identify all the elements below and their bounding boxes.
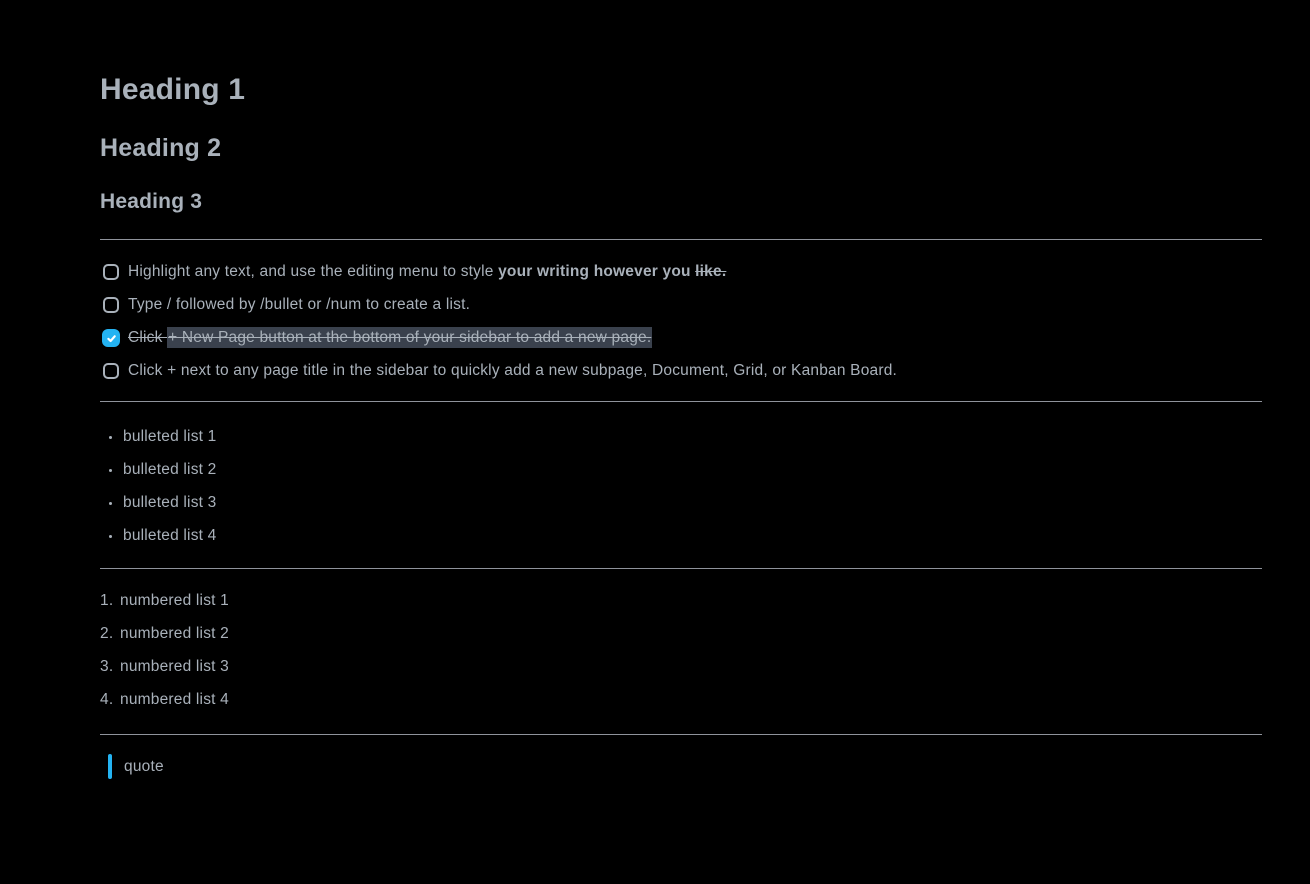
divider [100, 734, 1262, 735]
numbered-list-text: numbered list 3 [120, 658, 229, 676]
numbered-list-item[interactable] [100, 618, 1262, 651]
bulleted-list-item[interactable] [100, 421, 1262, 454]
bulleted-list-text: bulleted list 3 [123, 494, 217, 512]
bulleted-list-text: bulleted list 4 [123, 527, 217, 545]
numbered-list-marker: 4. [100, 691, 114, 709]
bullet-dot-icon [109, 535, 112, 538]
checkbox-unchecked-icon[interactable] [103, 297, 119, 313]
heading-3[interactable]: Heading 3 [100, 189, 203, 213]
checkbox-checked-icon[interactable] [102, 329, 120, 347]
todo-text: Type / followed by /bullet or /num to create a list. [128, 296, 471, 314]
numbered-list-marker: 2. [100, 625, 114, 643]
bulleted-list-item[interactable] [100, 454, 1262, 487]
numbered-list-item[interactable] [100, 585, 1262, 618]
heading-2[interactable]: Heading 2 [100, 134, 222, 162]
checkbox-unchecked-icon[interactable] [103, 264, 119, 280]
todo-text: Click + New Page button at the bottom of your sidebar to add a new page. [128, 329, 652, 347]
numbered-list-text: numbered list 1 [120, 592, 229, 610]
bullet-dot-icon [109, 502, 112, 505]
bulleted-list-item[interactable] [100, 520, 1262, 553]
quote-bar-icon [108, 754, 112, 779]
heading-1[interactable]: Heading 1 [100, 73, 246, 106]
numbered-list-marker: 3. [100, 658, 114, 676]
numbered-list-text: numbered list 2 [120, 625, 229, 643]
todo-list [100, 240, 1262, 401]
todo-text: Click + next to any page title in the sidebar to quickly add a new subpage, Document, Grid, or Kanban Board. [128, 362, 898, 380]
numbered-list [100, 569, 1262, 734]
numbered-list-marker: 1. [100, 592, 114, 610]
bulleted-list-item[interactable] [100, 487, 1262, 520]
todo-text: Highlight any text, and use the editing menu to style your writing however you like. [128, 263, 727, 281]
bullet-dot-icon [109, 436, 112, 439]
bullet-dot-icon [109, 469, 112, 472]
todo-item[interactable] [100, 355, 1262, 388]
todo-item[interactable] [100, 322, 1262, 355]
todo-item[interactable] [100, 256, 1262, 289]
quote-text[interactable]: quote [124, 757, 164, 775]
bulleted-list-text: bulleted list 2 [123, 461, 217, 479]
numbered-list-text: numbered list 4 [120, 691, 229, 709]
numbered-list-item[interactable] [100, 651, 1262, 684]
bulleted-list [100, 402, 1262, 568]
quote-block[interactable] [100, 754, 1262, 780]
bulleted-list-text: bulleted list 1 [123, 428, 217, 446]
checkbox-unchecked-icon[interactable] [103, 363, 119, 379]
todo-item[interactable] [100, 289, 1262, 322]
numbered-list-item[interactable] [100, 684, 1262, 717]
